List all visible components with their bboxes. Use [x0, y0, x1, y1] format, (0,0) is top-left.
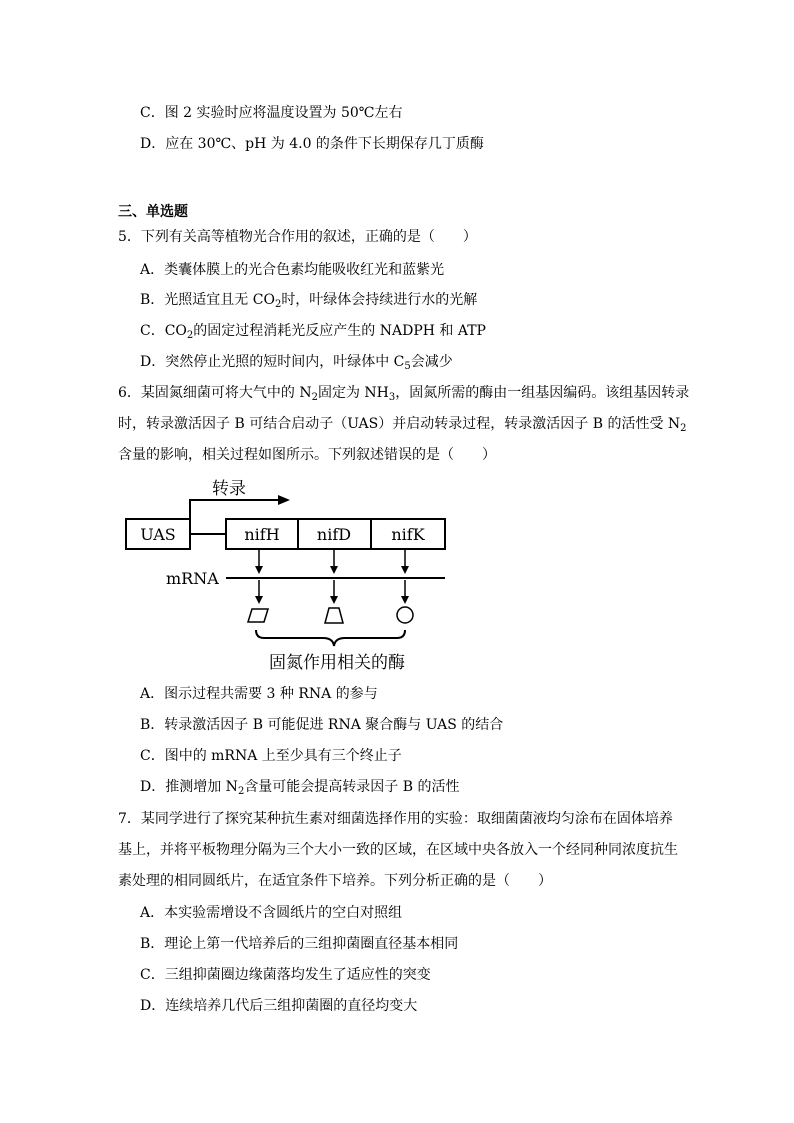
- arrowhead: [255, 596, 263, 604]
- uas-label: UAS: [140, 525, 176, 544]
- subscript: 2: [311, 392, 318, 403]
- q6-option-a: A．图示过程共需要 3 种 RNA 的参与: [140, 686, 378, 702]
- q6-stem-text: 时，转录激活因子 B 可结合启动子（UAS）并启动转录过程，转录激活因子 B 的活性受 N: [118, 416, 681, 432]
- q7-stem-line-1: 7．某同学进行了探究某种抗生素对细菌选择作用的实验：取细菌菌液均匀涂布在固体培养: [118, 811, 673, 827]
- arrowhead: [330, 596, 338, 604]
- transcription-label: 转录: [212, 479, 246, 499]
- enzyme-trapezoid-shape: [325, 608, 343, 623]
- mrna-label: mRNA: [166, 569, 219, 588]
- q5-stem: 5．下列有关高等植物光合作用的叙述，正确的是（ ）: [118, 229, 477, 245]
- q5-option-d-text: D．突然停止光照的短时间内，叶绿体中 C: [140, 354, 405, 370]
- q6-stem-text: ，固氮所需的酶由一组基因编码。该组基因转录: [395, 385, 690, 401]
- q6-stem-text: 6．某固氮细菌可将大气中的 N: [118, 385, 312, 401]
- subscript: 2: [237, 786, 245, 797]
- q6-option-d: [140, 778, 460, 796]
- q5-option-b-text-end: 时，叶绿体会持续进行水的光解: [281, 292, 478, 308]
- subscript: 2: [274, 299, 282, 310]
- section-heading: 三、单选题: [118, 204, 188, 220]
- q6-option-c: C．图中的 mRNA 上至少具有三个终止子: [140, 748, 402, 764]
- q7-option-c: C．三组抑菌圈边缘菌落均发生了适应性的突变: [140, 967, 431, 983]
- q5-option-d: [140, 353, 453, 371]
- subscript: 2: [680, 423, 687, 434]
- q7-stem-line-2: 基上，并将平板物理分隔为三个大小一致的区域，在区域中央各放入一个经同种同浓度抗生: [118, 842, 678, 858]
- arrowhead: [401, 596, 409, 604]
- q5-option-c: [140, 322, 486, 340]
- gene-nifd: nifD: [316, 525, 352, 544]
- subscript: 3: [388, 392, 396, 403]
- q5-option-c-text: C．CO: [140, 323, 187, 339]
- grouping-brace: [256, 630, 405, 646]
- arrowhead: [401, 566, 409, 574]
- gene-nifk: nifK: [391, 525, 425, 544]
- q7-option-b: B．理论上第一代培养后的三组抑菌圈直径基本相同: [140, 936, 459, 952]
- transcription-arrowhead: [278, 495, 290, 505]
- q4-option-d: D．应在 30℃、pH 为 4.0 的条件下长期保存几丁质酶: [140, 136, 484, 152]
- subscript: 5: [404, 361, 411, 372]
- arrowhead: [255, 566, 263, 574]
- q6-option-d-text: D．推测增加 N: [140, 779, 238, 795]
- q6-option-d-text-end: 含量可能会提高转录因子 B 的活性: [244, 779, 460, 795]
- q5-option-b: [140, 291, 477, 309]
- q5-option-a: A．类囊体膜上的光合色素均能吸收红光和蓝紫光: [140, 262, 445, 278]
- q6-stem-line-3: 含量的影响，相关过程如图所示。下列叙述错误的是（ ）: [118, 447, 496, 463]
- gene-nifh: nifH: [244, 525, 280, 544]
- q7-option-a: A．本实验需增设不含圆纸片的空白对照组: [140, 905, 403, 921]
- subscript: 2: [186, 330, 194, 341]
- diagram-caption: 固氮作用相关的酶: [269, 653, 405, 673]
- q5-option-d-text-end: 会减少: [410, 354, 453, 370]
- gene-expression-diagram: [118, 472, 458, 682]
- arrowhead: [330, 566, 338, 574]
- q6-stem-line-1: [118, 384, 689, 402]
- q6-stem-line-2: [118, 415, 687, 433]
- enzyme-circle-shape: [397, 607, 413, 623]
- q5-option-b-text: B．光照适宜且无 CO: [140, 292, 275, 308]
- q7-option-d: D．连续培养几代后三组抑菌圈的直径均变大: [140, 998, 418, 1014]
- q6-option-b: B．转录激活因子 B 可能促进 RNA 聚合酶与 UAS 的结合: [140, 717, 504, 733]
- enzyme-parallelogram-shape: [248, 609, 268, 622]
- q7-stem-line-3: 素处理的相同圆纸片，在适宜条件下培养。下列分析正确的是（ ）: [118, 873, 552, 889]
- q4-option-c: C．图 2 实验时应将温度设置为 50℃左右: [140, 105, 403, 121]
- q6-stem-text: 固定为 NH: [317, 385, 389, 401]
- q5-option-c-text-end: 的固定过程消耗光反应产生的 NADPH 和 ATP: [193, 323, 486, 339]
